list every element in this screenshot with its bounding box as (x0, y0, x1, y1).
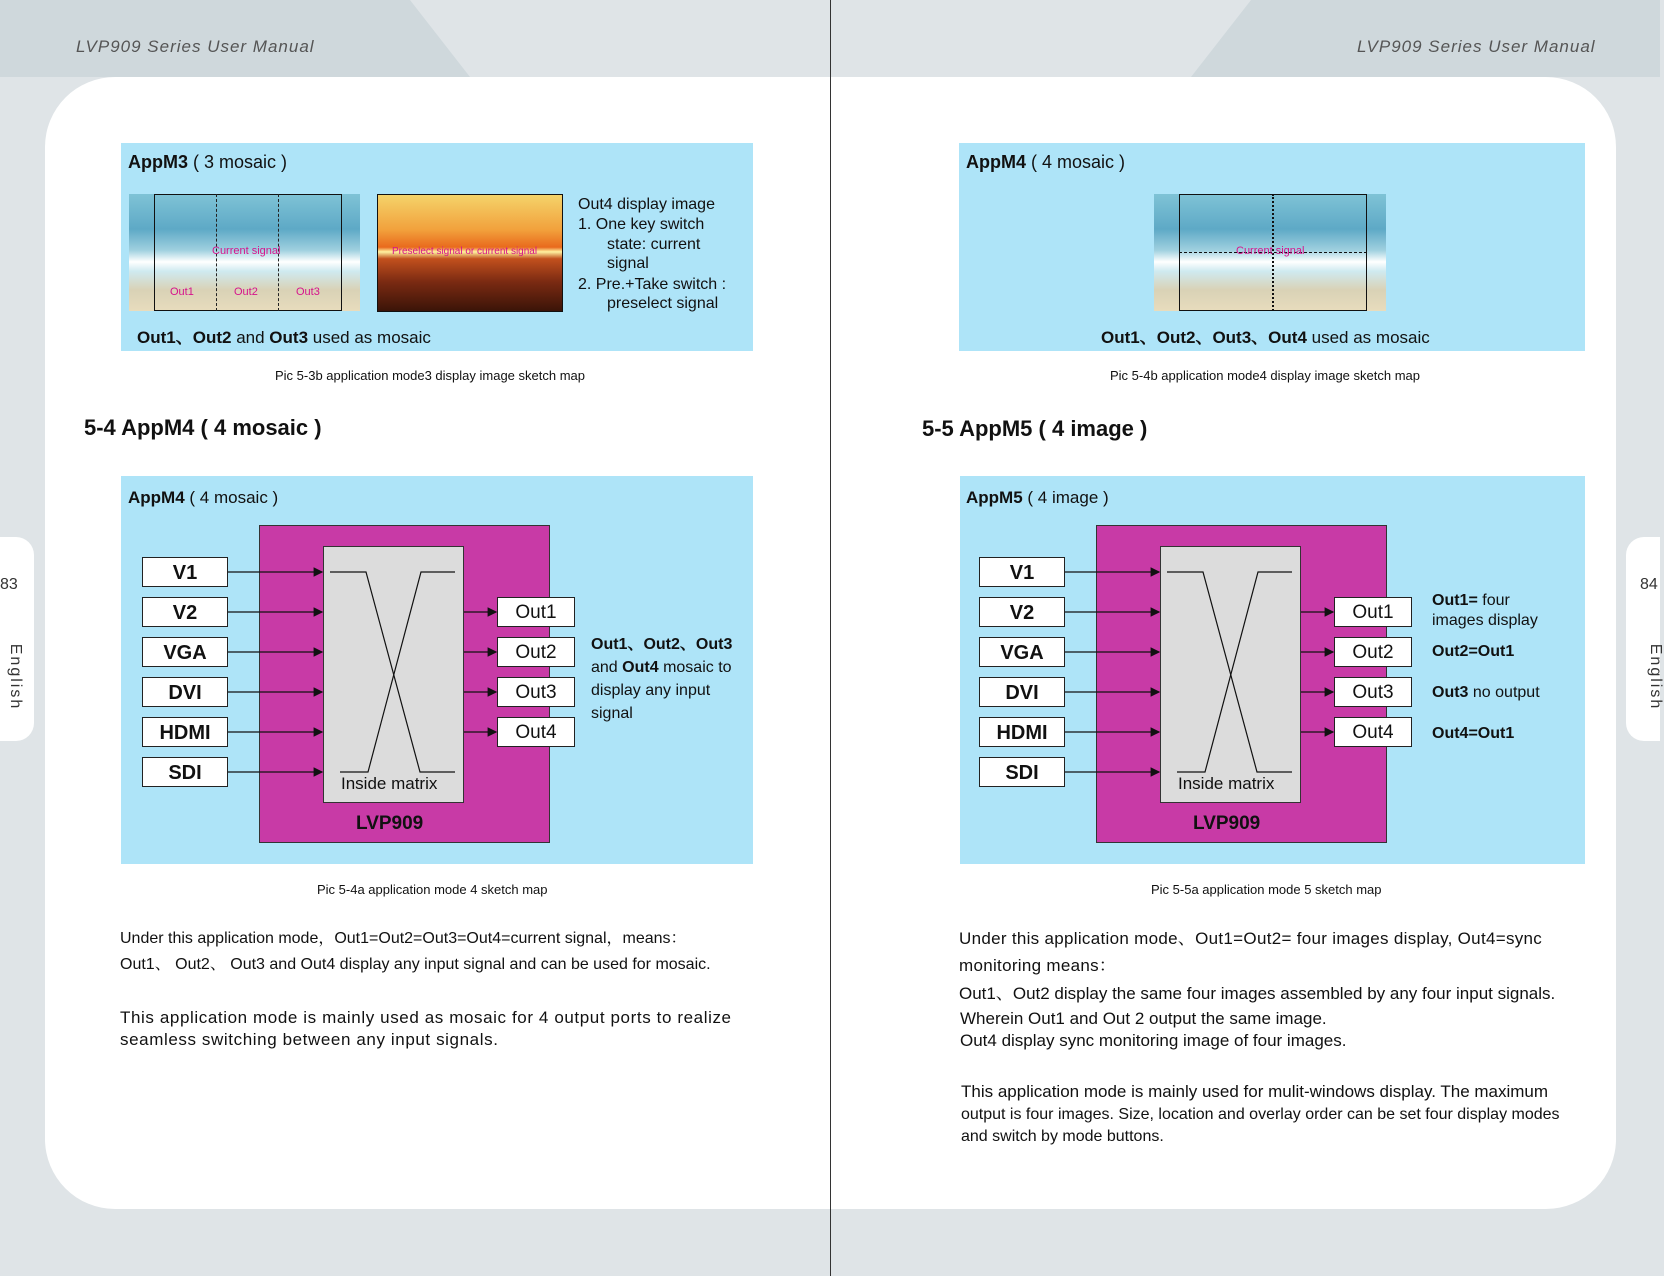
left-language-label: English (7, 643, 25, 711)
right-page-number: 84 (1640, 576, 1658, 593)
right-para1-line3: Out1、Out2 display the same four images assembled by any four input signals. (959, 984, 1556, 1003)
right-language-label: English (1647, 643, 1664, 711)
left-page-number: 83 (0, 576, 18, 593)
left-para2-line1: This application mode is mainly used as mosaic for 4 output ports to realize (120, 1008, 732, 1027)
right-para2-line3: and switch by mode buttons. (961, 1128, 1164, 1145)
input-v1: V1 (142, 557, 228, 587)
left-para1-line2: Out1、 Out2、 Out3 and Out4 display any input signal and can be used for mosaic. (120, 956, 711, 973)
appm4-image-title: AppM4 ( 4 mosaic ) (966, 152, 1126, 172)
right-para2-line2: output is four images. Size, location and overlay order can be set four display modes (961, 1106, 1560, 1123)
output-out3-right: Out3 (1334, 677, 1412, 707)
appm3-title: AppM3 ( 3 mosaic ) (128, 152, 288, 172)
left-header-title: LVP909 Series User Manual (76, 37, 315, 56)
input-v2: V2 (142, 597, 228, 627)
output-out2-right: Out2 (1334, 637, 1412, 667)
right-para2-line1: This application mode is mainly used for mulit-windows display. The maximum (961, 1082, 1549, 1101)
output-out2: Out2 (497, 637, 575, 667)
input-hdmi: HDMI (142, 717, 228, 747)
left-para2-line2: seamless switching between any input signals. (120, 1030, 499, 1049)
appm3-preselect-label: Preselect signal or current signal (392, 246, 538, 257)
right-para1-line2: monitoring means： (959, 956, 1117, 975)
inside-matrix-label: Inside matrix (341, 774, 438, 793)
appm3-current-signal-label: Current signal (212, 245, 281, 257)
appm3-out4-line5: preselect signal (607, 295, 719, 312)
right-para1-line4: Wherein Out1 and Out 2 output the same image. (960, 1009, 1327, 1028)
appm5-note-out3: Out3 no output (1432, 684, 1540, 701)
input-vga-right: VGA (979, 637, 1065, 667)
appm3-bottom-text: Out1、Out2 and Out3 used as mosaic (137, 328, 431, 347)
input-vga: VGA (142, 637, 228, 667)
input-v1-right: V1 (979, 557, 1065, 587)
appm3-out4-line4: 2. Pre.+Take switch : (578, 276, 727, 293)
appm4-diagram-title: AppM4 ( 4 mosaic ) (128, 488, 279, 507)
appm3-out4-line3: signal (607, 255, 649, 272)
input-dvi: DVI (142, 677, 228, 707)
appm4-current-signal-label: Current signal (1236, 245, 1305, 257)
appm3-out4-line2: state: current (607, 236, 701, 253)
appm3-out4-line1: 1. One key switch (578, 216, 705, 233)
left-para1-line1: Under this application mode，Out1=Out2=Out3=Out4=current signal，means： (120, 930, 687, 947)
right-section-title: 5-5 AppM5 ( 4 image ) (922, 416, 1148, 441)
appm5-note-out4: Out4=Out1 (1432, 725, 1515, 742)
output-out4-right: Out4 (1334, 717, 1412, 747)
input-hdmi-right: HDMI (979, 717, 1065, 747)
lvp909-label-right: LVP909 (1193, 813, 1261, 834)
appm5-note-out1: Out1= four images display (1432, 592, 1538, 629)
output-out1: Out1 (497, 597, 575, 627)
right-header-title: LVP909 Series User Manual (1357, 37, 1596, 56)
caption-4b: Pic 5-4b application mode4 display image sketch map (1110, 368, 1421, 383)
appm3-out4-title: Out4 display image (578, 196, 715, 213)
lvp909-label: LVP909 (356, 813, 424, 834)
output-out4: Out4 (497, 717, 575, 747)
appm5-diagram-title: AppM5 ( 4 image ) (966, 488, 1109, 507)
caption-4a: Pic 5-4a application mode 4 sketch map (317, 882, 548, 897)
output-out1-right: Out1 (1334, 597, 1412, 627)
caption-3b: Pic 5-3b application mode3 display image sketch map (275, 368, 586, 383)
output-out3: Out3 (497, 677, 575, 707)
appm3-out2-label: Out2 (234, 286, 258, 298)
right-para1-line1: Under this application mode、Out1=Out2= four images display, Out4=sync (959, 929, 1543, 948)
input-sdi: SDI (142, 757, 228, 787)
appm5-note-out2: Out2=Out1 (1432, 643, 1515, 660)
left-section-title: 5-4 AppM4 ( 4 mosaic ) (84, 415, 322, 440)
input-dvi-right: DVI (979, 677, 1065, 707)
appm4-note: Out1、Out2、Out3 and Out4 mosaic to display any input signal (591, 636, 733, 722)
input-v2-right: V2 (979, 597, 1065, 627)
right-para1-line5: Out4 display sync monitoring image of four images. (960, 1031, 1347, 1050)
appm3-out1-label: Out1 (170, 286, 194, 298)
inside-matrix-label-right: Inside matrix (1178, 774, 1275, 793)
input-sdi-right: SDI (979, 757, 1065, 787)
appm4-bottom-text: Out1、Out2、Out3、Out4 used as mosaic (1101, 328, 1430, 347)
caption-5a: Pic 5-5a application mode 5 sketch map (1151, 882, 1382, 897)
appm3-out3-label: Out3 (296, 286, 320, 298)
